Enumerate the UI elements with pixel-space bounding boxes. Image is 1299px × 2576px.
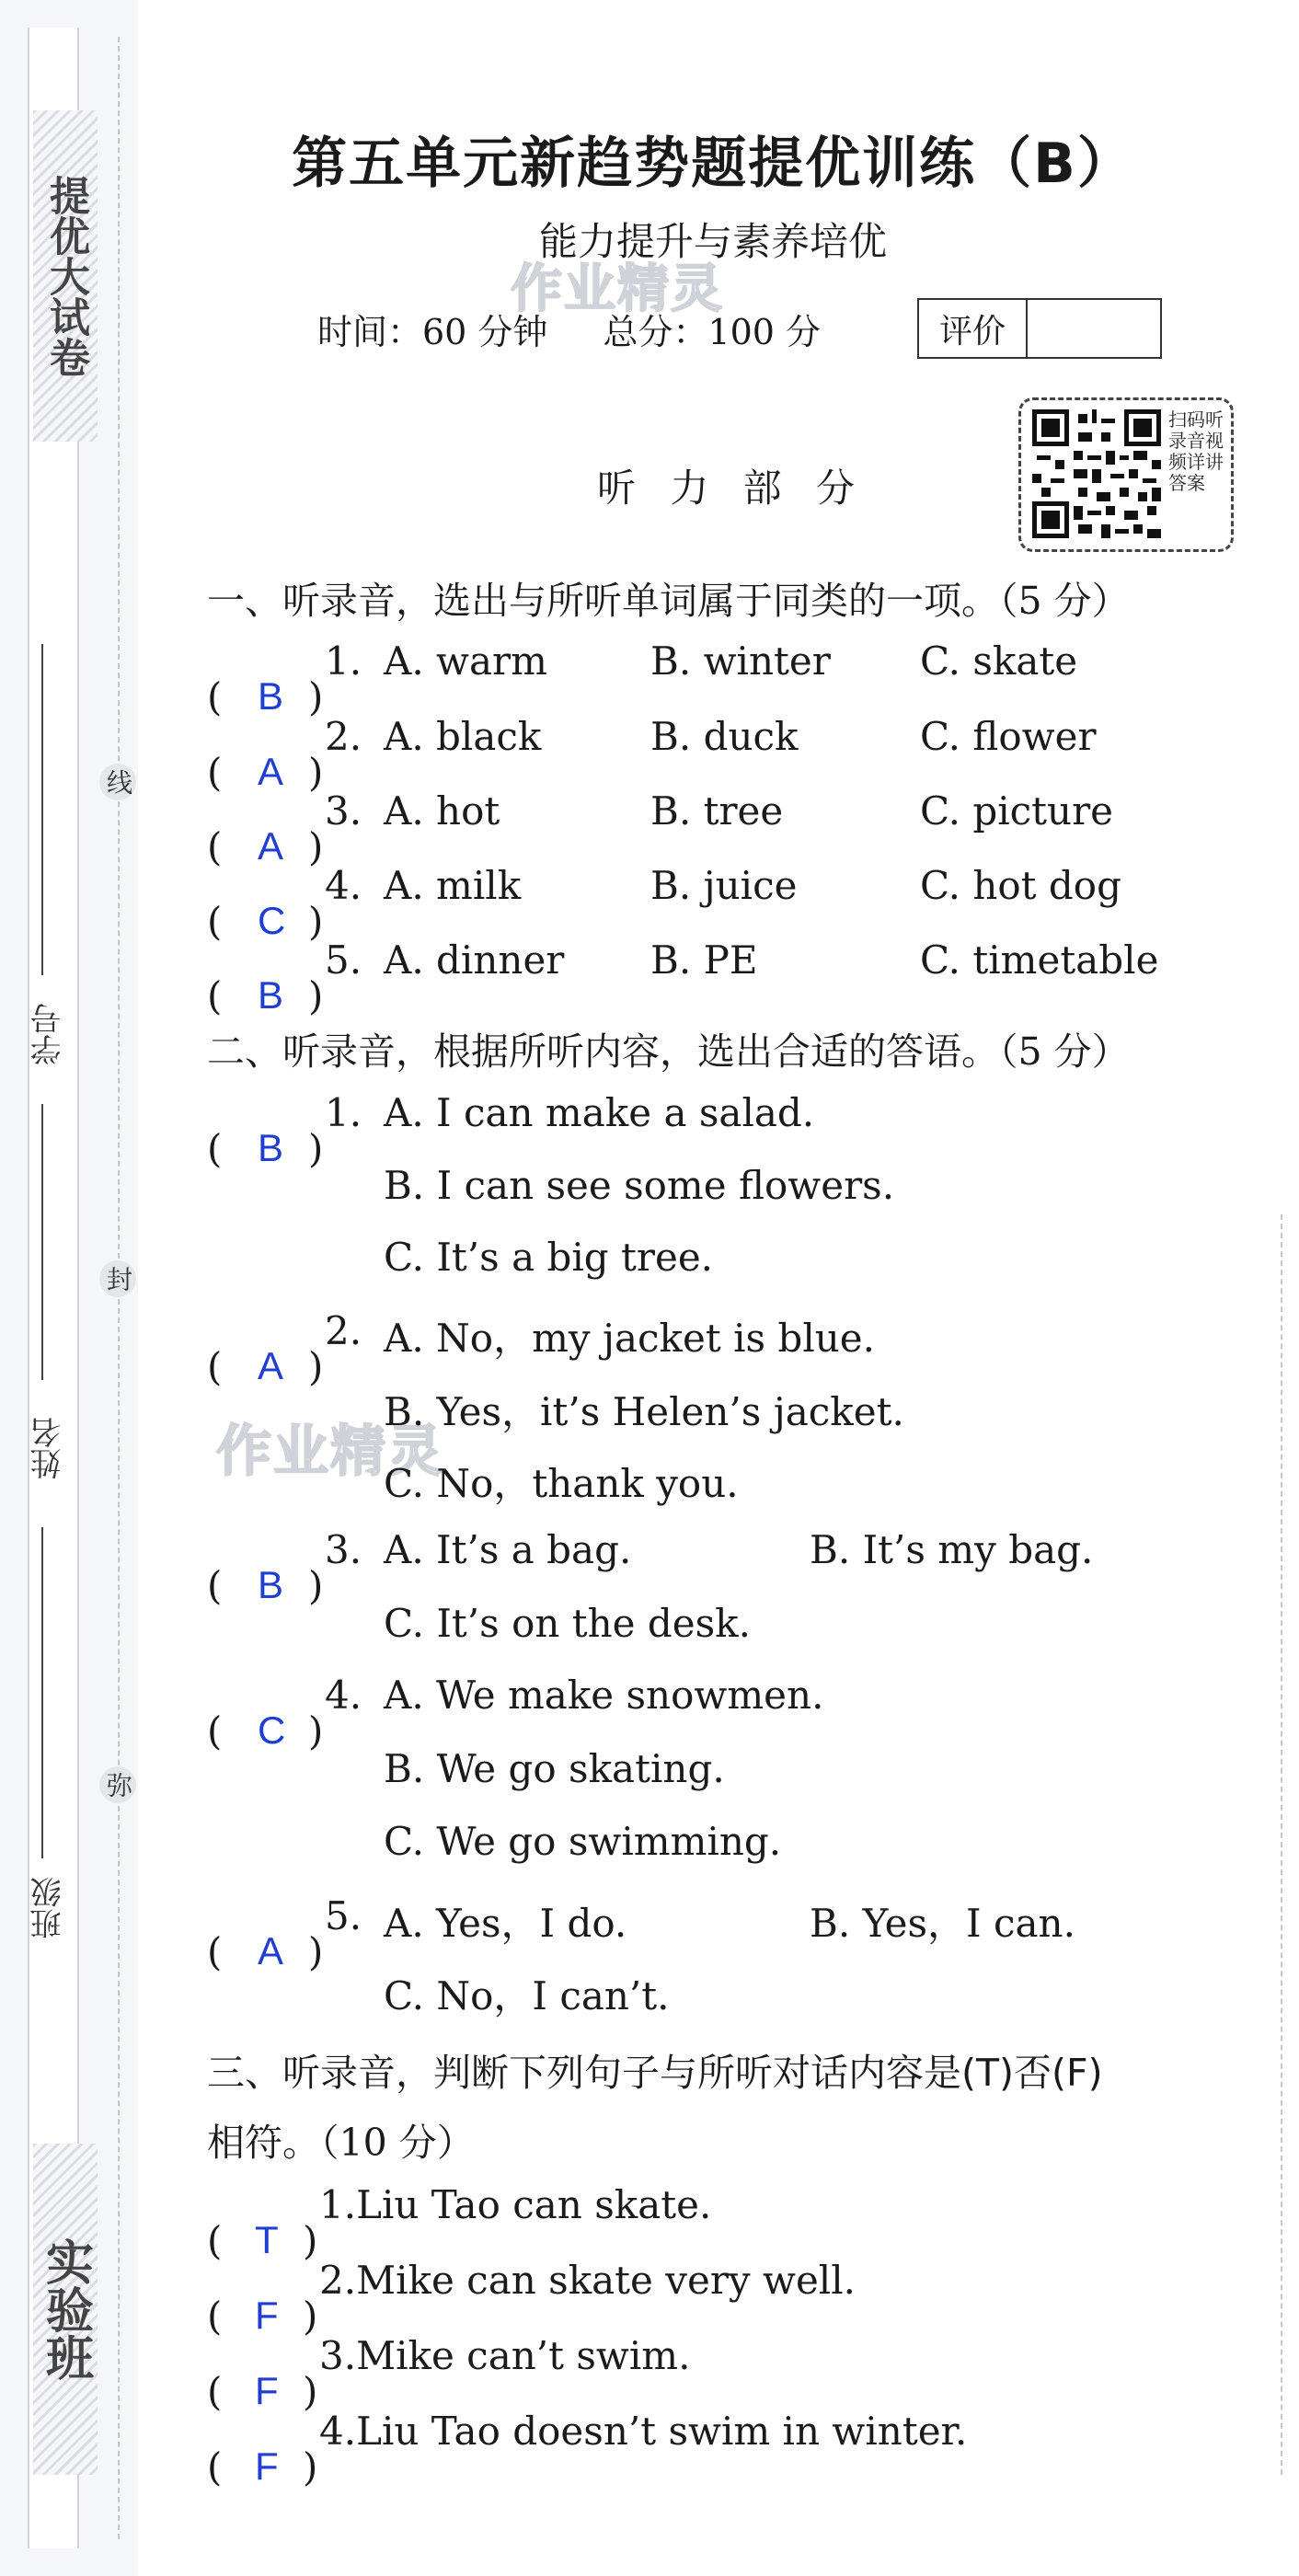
bracket-open: ( — [207, 1708, 223, 1754]
bracket-close: ) — [303, 2444, 318, 2490]
bracket-open: ( — [207, 2369, 223, 2414]
statement-text: Liu Tao can skate. — [356, 2182, 712, 2227]
list-item — [207, 2258, 856, 2339]
option-b: B. PE — [650, 937, 758, 983]
answer-mark: F — [255, 2369, 279, 2412]
answer-mark: A — [258, 1344, 284, 1387]
option-a: A. It’s a bag. — [384, 1527, 632, 1572]
list-item — [207, 2409, 968, 2490]
option-c: C. flower — [920, 714, 1097, 759]
watermark-top: 作业精灵 — [511, 259, 724, 319]
bracket-open: ( — [207, 2218, 223, 2263]
option-a: A. milk — [384, 863, 522, 908]
list-item — [207, 937, 362, 1018]
bracket-close: ) — [308, 824, 324, 869]
bracket-close: ) — [303, 2294, 318, 2339]
question-number: 2. — [325, 714, 362, 759]
name-line — [41, 1104, 43, 1380]
part2-heading — [207, 1021, 1130, 1075]
statement-text: Liu Tao doesn’t swim in winter. — [356, 2409, 968, 2454]
bracket-close: ) — [308, 1344, 324, 1389]
evaluation-field[interactable] — [1028, 300, 1160, 357]
total-score: 总分：100 分 — [603, 312, 822, 352]
qr-caption: 扫码听录音视频详讲答案 — [1168, 408, 1224, 494]
option-a: A. dinner — [384, 937, 565, 983]
bracket-close: ) — [308, 1126, 324, 1171]
list-item — [207, 1090, 362, 1171]
bracket-open: ( — [207, 824, 223, 869]
evaluation-box — [917, 298, 1162, 359]
question-number: 4. — [319, 2409, 357, 2454]
option-c: C. We go swimming. — [384, 1819, 782, 1864]
part1-instruction: 一、听录音，选出与所听单词属于同类的一项。 — [207, 579, 999, 623]
option-a: A. We make snowmen. — [384, 1673, 824, 1718]
student-id-line — [41, 644, 43, 975]
answer-mark: F — [255, 2294, 279, 2337]
answer-mark: B — [258, 973, 284, 1017]
question-number: 3. — [325, 1527, 362, 1572]
answer-mark: B — [258, 674, 284, 718]
bracket-close: ) — [308, 674, 324, 719]
answer-mark: A — [258, 824, 284, 868]
bracket-open: ( — [207, 1929, 223, 1974]
brand-bottom-text: 实验班 — [37, 2237, 93, 2381]
option-b: B. juice — [650, 863, 798, 908]
option-a: A. Yes，I do. — [384, 1901, 627, 1946]
question-number: 4. — [325, 1673, 362, 1718]
list-item — [207, 2182, 712, 2263]
option-b: B. I can see some flowers. — [384, 1163, 895, 1208]
seal-mark-line: 线 — [99, 764, 136, 800]
option-b: B. We go skating. — [384, 1746, 725, 1791]
option-c: C. timetable — [920, 937, 1159, 983]
bracket-close: ) — [308, 750, 324, 795]
list-item — [207, 788, 362, 869]
list-item — [207, 1527, 362, 1608]
question-number: 1. — [319, 2182, 357, 2227]
bracket-close: ) — [308, 1929, 324, 1974]
answer-mark: C — [258, 1708, 286, 1752]
option-b: B. Yes，it’s Helen’s jacket. — [384, 1389, 904, 1434]
option-b: B. tree — [650, 788, 784, 834]
part3-score: （10 分） — [320, 2121, 475, 2165]
bracket-close: ) — [308, 1563, 324, 1608]
bracket-close: ) — [308, 899, 324, 944]
option-b: B. winter — [650, 638, 831, 684]
student-id-label: 学号 — [30, 1003, 67, 1065]
list-item — [207, 1893, 362, 1974]
part2-instruction: 二、听录音，根据所听内容，选出合适的答语。 — [207, 1029, 999, 1074]
part1-score: （5 分） — [999, 579, 1130, 623]
option-a: A. hot — [384, 788, 500, 834]
evaluation-label: 评价 — [919, 300, 1028, 357]
question-number: 2. — [319, 2258, 357, 2303]
part3-instruction-end: 相符。 — [207, 2121, 320, 2165]
bracket-open: ( — [207, 2294, 223, 2339]
name-label: 姓名 — [30, 1417, 67, 1479]
answer-mark: B — [258, 1563, 284, 1606]
page-title: 第五单元新趋势题提优训练（B） — [292, 132, 1134, 196]
bracket-close: ) — [303, 2369, 318, 2414]
bracket-open: ( — [207, 1344, 223, 1389]
question-number: 3. — [325, 788, 362, 834]
option-c: C. hot dog — [920, 863, 1121, 908]
answer-mark: A — [258, 750, 284, 793]
watermark-middle: 作业精灵 — [216, 1420, 444, 1484]
bracket-open: ( — [207, 750, 223, 795]
option-c: C. No，I can’t. — [384, 1973, 670, 2018]
bracket-open: ( — [207, 973, 223, 1018]
option-a: A. warm — [384, 638, 547, 684]
option-a: A. I can make a salad. — [384, 1090, 815, 1135]
section-title-listening: 听 力 部 分 — [596, 466, 867, 511]
list-item — [207, 638, 362, 719]
option-b: B. It’s my bag. — [810, 1527, 1094, 1572]
answer-mark: C — [258, 899, 286, 942]
bracket-close: ) — [308, 973, 324, 1018]
answer-mark: B — [258, 1126, 284, 1169]
part3-heading-line2 — [207, 2112, 475, 2167]
question-number: 2. — [325, 1308, 362, 1353]
question-number: 4. — [325, 863, 362, 908]
statement-text: Mike can skate very well. — [356, 2258, 856, 2303]
bracket-open: ( — [207, 2444, 223, 2490]
part1-heading — [207, 570, 1130, 625]
option-c: C. No，thank you. — [384, 1461, 739, 1506]
part2-score: （5 分） — [999, 1029, 1130, 1074]
option-c: C. It’s on the desk. — [384, 1601, 751, 1646]
answer-mark: F — [255, 2444, 279, 2488]
brand-top-text: 提优大试卷 — [42, 175, 89, 377]
question-number: 1. — [325, 1090, 362, 1135]
question-number: 5. — [325, 937, 362, 983]
binding-margin — [0, 0, 138, 2576]
bracket-open: ( — [207, 674, 223, 719]
list-item — [207, 1673, 362, 1754]
question-number: 5. — [325, 1893, 362, 1938]
time-limit: 时间：60 分钟 — [317, 312, 548, 352]
option-b: B. duck — [650, 714, 799, 759]
class-line — [41, 1527, 43, 1858]
option-b: B. Yes，I can. — [810, 1901, 1075, 1946]
option-c: C. skate — [920, 638, 1078, 684]
seal-mark-closed: 弥 — [99, 1766, 136, 1803]
answer-mark: T — [255, 2218, 279, 2261]
question-number: 1. — [325, 638, 362, 684]
bracket-open: ( — [207, 899, 223, 944]
list-item — [207, 714, 362, 795]
list-item — [207, 2333, 691, 2414]
exam-info — [317, 304, 876, 354]
option-a: A. black — [384, 714, 542, 759]
page-subtitle: 能力提升与素养培优 — [538, 219, 887, 264]
bracket-close: ) — [308, 1708, 324, 1754]
list-item — [207, 1308, 362, 1389]
class-label: 班级 — [30, 1877, 67, 1939]
list-item — [207, 863, 362, 944]
statement-text: Mike can’t swim. — [356, 2333, 691, 2378]
answer-mark: A — [258, 1929, 284, 1972]
question-number: 3. — [319, 2333, 357, 2378]
bracket-close: ) — [303, 2218, 318, 2263]
option-a: A. No，my jacket is blue. — [384, 1316, 876, 1361]
bracket-open: ( — [207, 1563, 223, 1608]
part3-heading-line1: 三、听录音，判断下列句子与所听对话内容是(T)否(F) — [207, 2051, 1103, 2095]
bracket-open: ( — [207, 1126, 223, 1171]
seal-mark-seal: 封 — [99, 1260, 136, 1297]
option-c: C. It’s a big tree. — [384, 1235, 714, 1280]
option-c: C. picture — [920, 788, 1114, 834]
page-edge-line — [1281, 1214, 1282, 2475]
